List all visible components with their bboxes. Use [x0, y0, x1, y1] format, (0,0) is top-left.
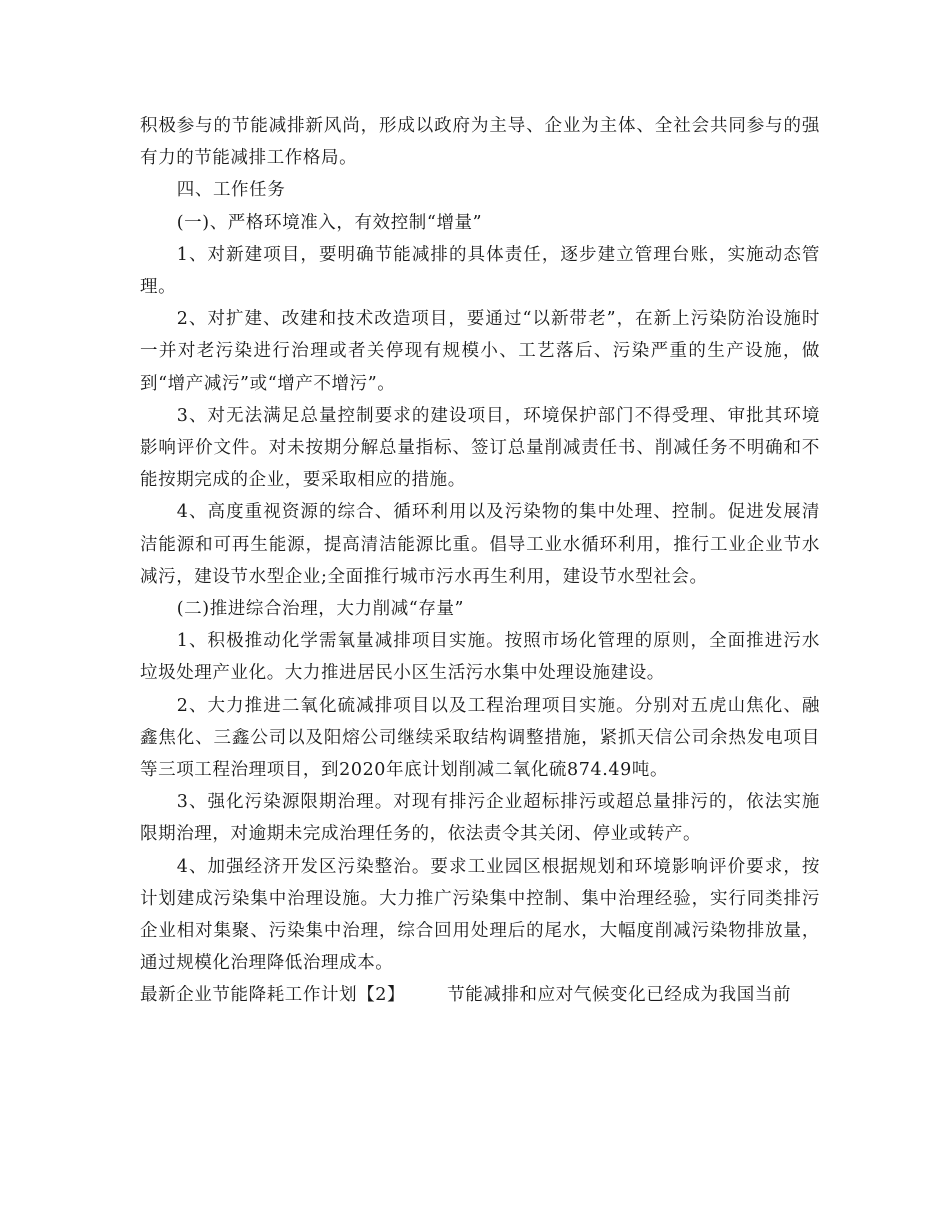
paragraph-item: 4、高度重视资源的综合、循环利用以及污染物的集中处理、控制。促进发展清洁能源和可再生能源，提高清洁能源比重。倡导工业水循环利用，推行工业企业节水减污，建设节水型企业;全面推行城市污水再生利用，建设节水型社会。	[140, 502, 820, 587]
paragraph-item: 4、加强经济开发区污染整治。要求工业园区根据规划和环境影响评价要求，按计划建成污染集中治理设施。大力推广污染集中控制、集中治理经验，实行同类排污企业相对集聚、污染集中治理，综合回用处理后的尾水，大幅度削减污染物排放量，通过规模化治理降低治理成本。	[140, 856, 820, 974]
section-heading-work-tasks: 四、工作任务	[176, 180, 286, 201]
paragraph-item: 2、大力推进二氧化硫减排项目以及工程治理项目实施。分别对五虎山焦化、融鑫焦化、三鑫公司以及阳熔公司继续采取结构调整措施，紧抓天信公司余热发电项目等三项工程治理项目，到2020年底计划削减二氧化硫874.49吨。	[140, 695, 820, 781]
paragraph-item: 2、对扩建、改建和技术改造项目，要通过“以新带老”，在新上污染防治设施时一并对老污染进行治理或者关停现有规模小、工艺落后、污染严重的生产设施，做到“增产减污”或“增产不增污”。	[140, 309, 820, 394]
next-section-line	[140, 979, 820, 1011]
subsection-heading-1: (一)、严格环境准入，有效控制“增量”	[176, 212, 483, 233]
next-section-title: 最新企业节能降耗工作计划【2】	[140, 985, 406, 1006]
paragraph-item: 3、对无法满足总量控制要求的建设项目，环境保护部门不得受理、审批其环境影响评价文件。对未按期分解总量指标、签订总量削减责任书、削减任务不明确和不能按期完成的企业，要采取相应的措施。	[140, 405, 820, 491]
paragraph-intro-continuation: 积极参与的节能减排新风尚，形成以政府为主导、企业为主体、全社会共同参与的强有力的节能减排工作格局。	[140, 116, 820, 169]
next-section-continuation: 节能减排和应对气候变化已经成为我国当前	[447, 985, 792, 1006]
subsection-heading-2: (二)推进综合治理，大力削减“存量”	[176, 599, 465, 620]
paragraph-item: 1、对新建项目，要明确节能减排的具体责任，逐步建立管理台账，实施动态管理。	[140, 244, 820, 298]
paragraph-item: 1、积极推动化学需氧量减排项目实施。按照市场化管理的原则，全面推进污水垃圾处理产业化。大力推进居民小区生活污水集中处理设施建设。	[140, 631, 820, 684]
paragraph-item: 3、强化污染源限期治理。对现有排污企业超标排污或超总量排污的，依法实施限期治理，对逾期未完成治理任务的，依法责令其关闭、停业或转产。	[140, 792, 820, 845]
document-body	[140, 110, 820, 1012]
